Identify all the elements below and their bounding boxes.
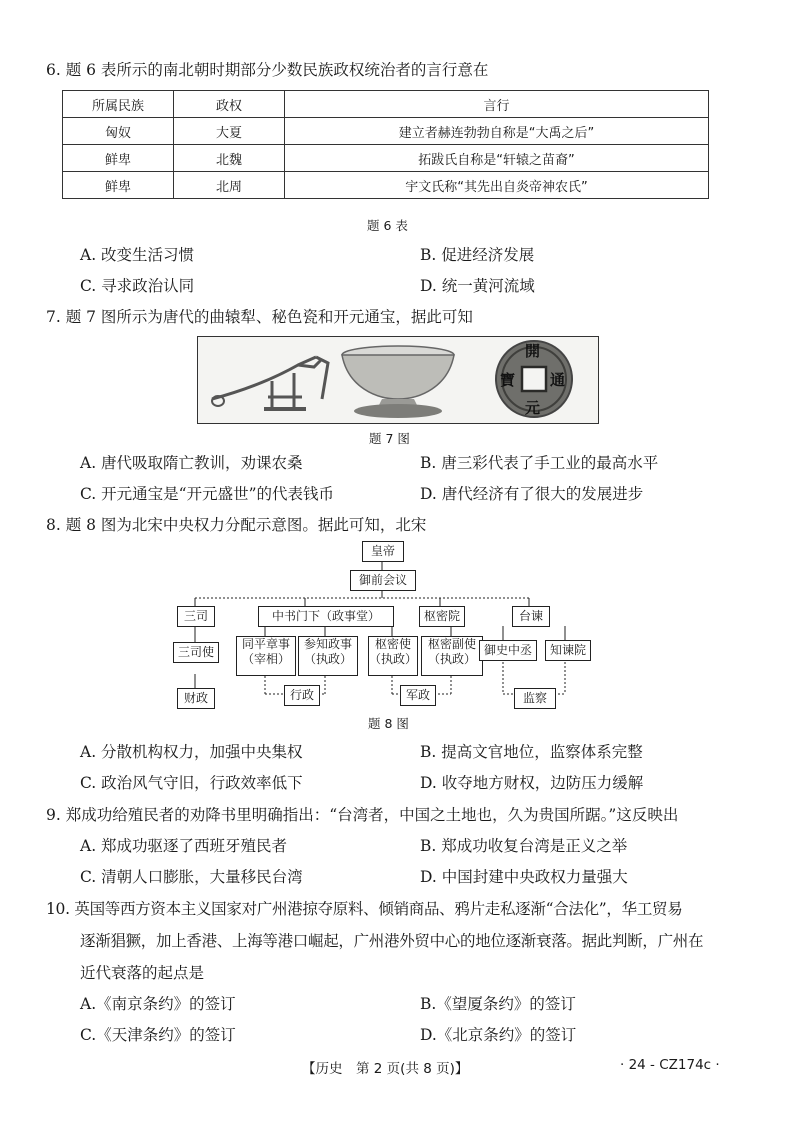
q8-caption: 题 8 图 xyxy=(368,716,409,731)
table-cell: 宇文氏称“其先出自炎帝神农氏” xyxy=(285,172,709,199)
taijian-box: 台谏 xyxy=(512,606,550,627)
q9-option-d: D. 中国封建中央政权力量强大 xyxy=(420,868,628,886)
q6-option-d: D. 统一黄河流域 xyxy=(420,277,535,295)
military-box: 军政 xyxy=(400,685,436,706)
q10-stem-line3: 近代衰落的起点是 xyxy=(80,964,205,982)
shumiyuan-box: 枢密院 xyxy=(419,606,465,627)
q7-option-c: C. 开元通宝是“开元盛世”的代表钱币 xyxy=(80,485,335,503)
shumifushi-label: 枢密副使 xyxy=(427,637,476,651)
administration-box: 行政 xyxy=(284,685,320,706)
shumishi-box xyxy=(368,636,418,676)
page-footer-center: 【历史 第 2 页(共 8 页)】 xyxy=(302,1061,469,1077)
imperial-council-box: 御前会议 xyxy=(350,570,416,591)
zhongshu-box: 中书门下（政事堂） xyxy=(258,606,394,627)
table-header: 所属民族 xyxy=(63,91,174,118)
q7-caption: 题 7 图 xyxy=(369,431,410,446)
table-cell: 鲜卑 xyxy=(63,145,174,172)
table-cell: 匈奴 xyxy=(63,118,174,145)
shumifushi-box xyxy=(421,636,483,676)
table-header: 政权 xyxy=(174,91,285,118)
shumishi-label: 枢密使 xyxy=(374,637,411,651)
q10-option-a: A.《南京条约》的签订 xyxy=(80,995,236,1013)
shumifushi-sub: （执政） xyxy=(427,652,476,666)
q9-option-a: A. 郑成功驱逐了西班牙殖民者 xyxy=(80,837,288,855)
q8-stem: 8. 题 8 图为北宋中央权力分配示意图。据此可知，北宋 xyxy=(46,516,427,534)
tongping-sub: （宰相） xyxy=(241,652,290,666)
q7-option-b: B. 唐三彩代表了手工业的最高水平 xyxy=(420,454,659,472)
coin-char-right: 通 xyxy=(550,371,566,389)
q9-option-b: B. 郑成功收复台湾是正义之举 xyxy=(420,837,628,855)
tongpingzhangshi-box xyxy=(236,636,296,676)
q10-option-d: D.《北京条约》的签订 xyxy=(420,1026,577,1044)
q7-stem: 7. 题 7 图所示为唐代的曲辕犁、秘色瓷和开元通宝，据此可知 xyxy=(46,308,473,326)
page-footer-code: · 24 - CZ174c · xyxy=(620,1057,720,1073)
canzhi-label: 参知政事 xyxy=(303,637,352,651)
q7-option-d: D. 唐代经济有了很大的发展进步 xyxy=(420,485,644,503)
coin-char-left: 寶 xyxy=(500,371,516,389)
q9-stem: 9. 郑成功给殖民者的劝降书里明确指出：“台湾者，中国之土地也，久为贵国所踞。”这反映出 xyxy=(46,806,679,824)
q10-stem-line2: 逐渐猖獗，加上香港、上海等港口崛起，广州港外贸中心的地位逐渐衰落。据此判断，广州在 xyxy=(80,932,704,950)
coin-char-top: 開 xyxy=(525,342,541,360)
table-cell: 建立者赫连勃勃自称是“大禹之后” xyxy=(285,118,709,145)
emperor-box: 皇帝 xyxy=(362,541,404,562)
yushizhongcheng-box: 御史中丞 xyxy=(479,640,537,661)
q6-option-a: A. 改变生活习惯 xyxy=(80,246,195,264)
q6-caption: 题 6 表 xyxy=(367,218,408,233)
q8-option-d: D. 收夺地方财权，边防压力缓解 xyxy=(420,774,644,792)
supervision-box: 监察 xyxy=(514,688,556,709)
q7-option-a: A. 唐代吸取隋亡教训，劝课农桑 xyxy=(80,454,303,472)
q8-option-b: B. 提高文官地位，监察体系完整 xyxy=(420,743,643,761)
q10-option-c: C.《天津条约》的签订 xyxy=(80,1026,236,1044)
finance-box: 财政 xyxy=(177,688,215,709)
table-cell: 大夏 xyxy=(174,118,285,145)
q8-option-a: A. 分散机构权力，加强中央集权 xyxy=(80,743,303,761)
tongping-label: 同平章事 xyxy=(241,637,290,651)
table-cell: 鲜卑 xyxy=(63,172,174,199)
canzhizhengshi-box xyxy=(298,636,358,676)
q10-stem-line1: 10. 英国等西方资本主义国家对广州港掠夺原料、倾销商品、鸦片走私逐渐“合法化”，华工贸易 xyxy=(46,900,683,918)
zhijianyuan-box: 知谏院 xyxy=(545,640,591,661)
q9-option-c: C. 清朝人口膨胀，大量移民台湾 xyxy=(80,868,303,886)
canzhi-sub: （执政） xyxy=(303,652,352,666)
coin-char-bottom: 元 xyxy=(525,399,541,417)
q6-option-b: B. 促进经济发展 xyxy=(420,246,535,264)
q10-option-b: B.《望厦条约》的签订 xyxy=(420,995,576,1013)
table-cell: 北魏 xyxy=(174,145,285,172)
q6-option-c: C. 寻求政治认同 xyxy=(80,277,195,295)
q8-option-c: C. 政治风气守旧，行政效率低下 xyxy=(80,774,303,792)
sansishi-box: 三司使 xyxy=(173,642,219,663)
q6-stem: 6. 题 6 表所示的南北朝时期部分少数民族政权统治者的言行意在 xyxy=(46,61,489,79)
table-cell: 北周 xyxy=(174,172,285,199)
table-cell: 拓跋氏自称是“轩辕之苗裔” xyxy=(285,145,709,172)
sansi-box: 三司 xyxy=(177,606,215,627)
shumishi-sub: （执政） xyxy=(369,652,418,666)
table-header: 言行 xyxy=(285,91,709,118)
